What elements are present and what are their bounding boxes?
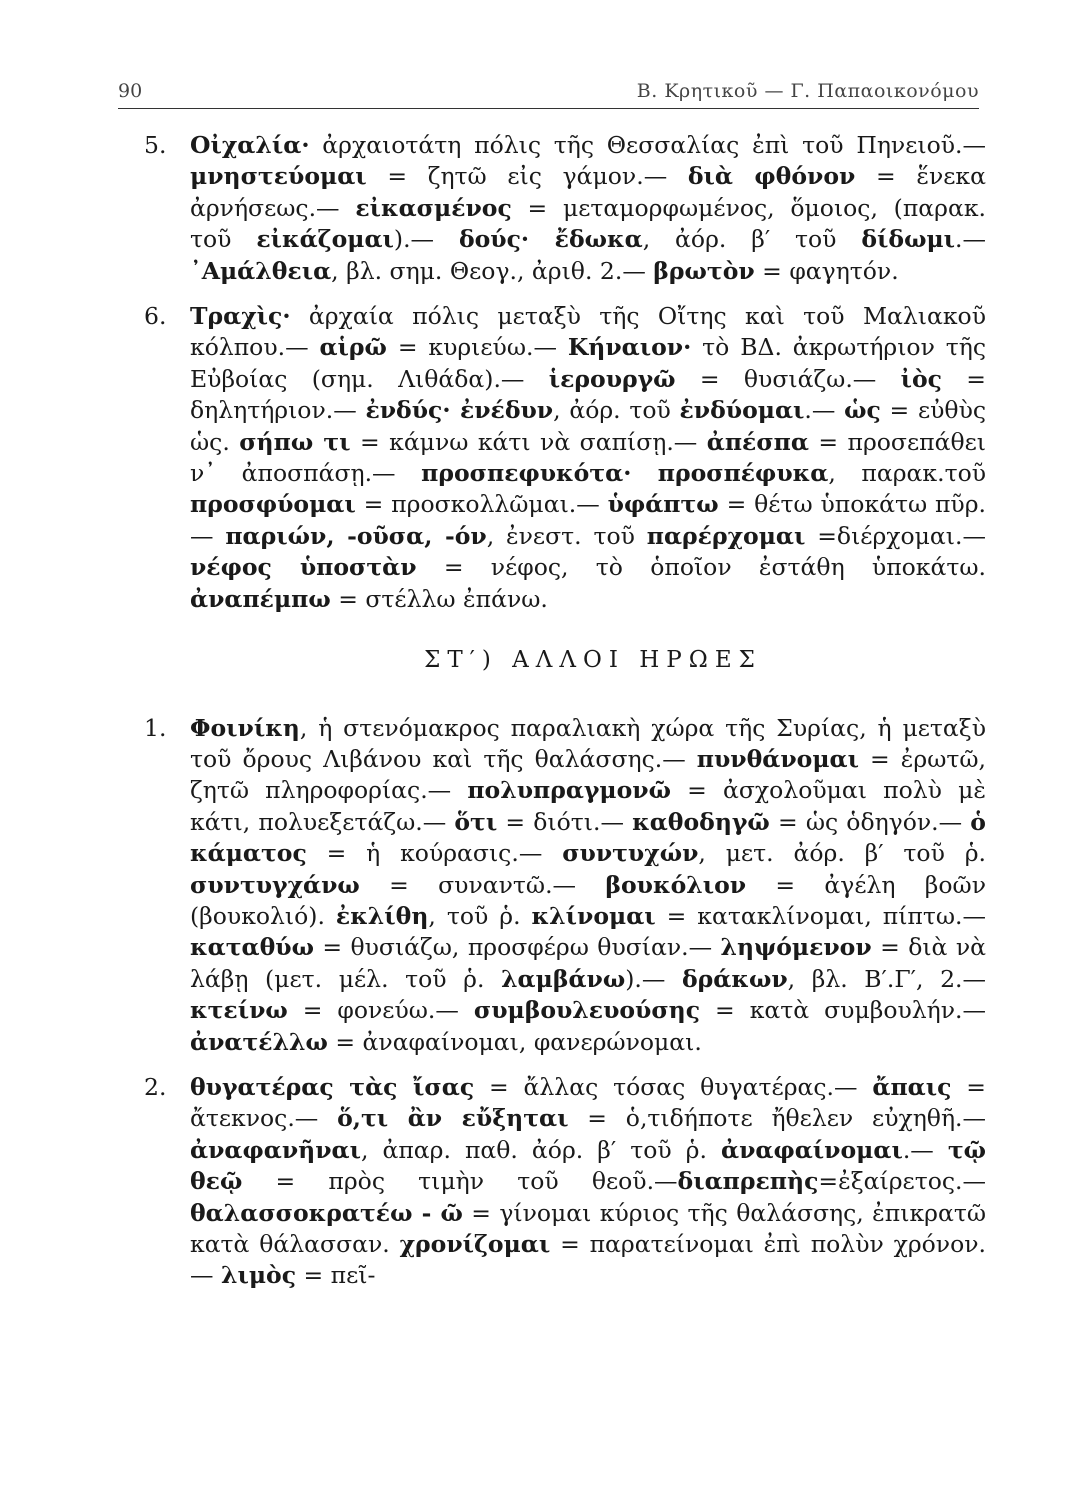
headword: θαλασσοκρατέω - ῶ (190, 1198, 463, 1227)
headword: ἐνδύομαι (679, 396, 805, 425)
gloss-text: = θυσιάζω, προσφέρω θυσίαν.— (313, 933, 721, 962)
headword: ὅ,τι ἂν εὔξηται (337, 1104, 569, 1133)
gloss-text: = ἀναφαίνομαι, φανερώνομαι. (327, 1027, 702, 1056)
gloss-text: = πρὸς τιμὴν τοῦ θεοῦ.— (242, 1167, 678, 1196)
headword: προσπεφυκότα· προσπέφυκα (421, 459, 829, 488)
headword: χρονίζομαι (399, 1230, 551, 1258)
gloss-text: , μετ. ἀόρ. β′ τοῦ ῥ. (698, 839, 987, 868)
gloss-text: = πεῖ- (296, 1261, 376, 1290)
headword: νέφος ὑποστὰν (190, 553, 417, 582)
gloss-text: τὸ ΒΔ. ἀκρωτήριον τῆς Εὐβοίας (σημ. Λιθάδα).— (190, 333, 986, 393)
glossary-entry (144, 130, 986, 287)
gloss-text: .— (902, 1135, 948, 1164)
gloss-text: = ἄτεκνος.— (190, 1072, 986, 1133)
headword: καθοδηγῶ (632, 807, 770, 836)
gloss-text: , βλ. Β′.Γ′, 2.— (787, 964, 986, 993)
gloss-text: =ἐξαίρετος.— (818, 1167, 986, 1196)
headword: δίδωμι (861, 225, 956, 254)
headword: βρωτὸν (653, 256, 755, 285)
gloss-text: , ἀπαρ. παθ. ἀόρ. β′ τοῦ ῥ. (360, 1135, 721, 1164)
headword: ὡς (844, 396, 881, 425)
gloss-text: = ὁ,τιδήποτε ἤθελεν εὐχηθῆ.— (568, 1104, 987, 1133)
gloss-text: , ἀόρ. β′ τοῦ (642, 225, 862, 254)
headword: παριών, -οῦσα, -όν (225, 521, 487, 550)
gloss-text: ).— (625, 964, 682, 993)
gloss-text: , παρακ.τοῦ (828, 459, 986, 488)
page-header (118, 72, 979, 109)
headword: λαμβάνω (501, 964, 626, 993)
headword: συντυγχάνω (190, 870, 360, 899)
headword: ἀνατέλλω (190, 1027, 328, 1056)
headword: κτείνω (190, 996, 288, 1025)
gloss-text: = ἕνεκα ἀρνήσεως.— (190, 162, 986, 222)
gloss-text: = διὰ νὰ λάβῃ (μετ. μέλ. τοῦ ῥ. (190, 933, 986, 993)
headword: ἀπέσπα (706, 427, 809, 456)
gloss-text: = μεταμορφωμένος, ὅμοιος, (παρακ. τοῦ (190, 193, 986, 254)
gloss-text: = ἀσχολοῦμαι πολὺ μὲ κάτι, πολυεξετάζω.— (190, 776, 986, 836)
gloss-text: = προσκολλῶμαι.— (355, 490, 608, 519)
headword: μνηστεύομαι (190, 162, 367, 191)
headword: δούς· ἔδωκα (458, 225, 643, 254)
headword: Κήναιον· (567, 333, 692, 362)
gloss-text: = νέφος, τὸ ὁποῖον ἐστάθη ὑποκάτω. (416, 553, 986, 582)
entry-number: 5. (144, 131, 167, 159)
entries-after-section (144, 713, 987, 1292)
gloss-text: = ὡς ὁδηγόν.— (769, 807, 971, 836)
entry-number: 6. (144, 302, 167, 331)
page-number: 90 (118, 80, 143, 102)
gloss-text: = προσεπάθει ν᾿ ἀποσπάσῃ.— (190, 427, 986, 488)
gloss-text: = θυσιάζω.— (675, 364, 901, 393)
headword: ἀναφαίνομαι (720, 1135, 903, 1164)
headword: ὁ κάματος (190, 807, 986, 868)
headword: ἀναπέμπω (190, 584, 331, 613)
gloss-text: = κατὰ συμβουλήν.— (700, 996, 986, 1025)
headword: ἀναφανῆναι (190, 1135, 361, 1164)
gloss-text: = γίνομαι κύριος τῆς θαλάσσης, ἐπικρατῶ κατὰ θάλασσαν. (190, 1198, 986, 1258)
body-text (144, 130, 987, 1292)
gloss-text: , τοῦ ῥ. (428, 901, 532, 930)
headword: κλίνομαι (531, 901, 656, 930)
gloss-text: = στέλλω ἐπάνω. (330, 584, 548, 613)
headword: ἱερουργῶ (548, 364, 676, 393)
gloss-text: = φαγητόν. (754, 256, 899, 285)
glossary-entry (144, 713, 987, 1058)
gloss-text: = δηλητήριον.— (190, 364, 986, 425)
headword: σήπω τι (239, 427, 351, 456)
headword: ἰὸς (900, 364, 942, 393)
gloss-text: = κάμνω κάτι νὰ σαπίσῃ.— (350, 427, 707, 456)
entries-before-section (144, 130, 987, 615)
headword: εἰκάζομαι (256, 225, 394, 254)
headword: ἄπαις (872, 1072, 952, 1101)
gloss-text: = ἀγέλη βοῶν (βουκολιό). (190, 870, 986, 930)
headword: διὰ φθόνον (687, 162, 856, 191)
headword: πολυπραγμονῶ (467, 776, 671, 805)
gloss-text: .— (804, 396, 845, 425)
headword: λιμὸς (220, 1261, 297, 1290)
gloss-text: = ἄλλας τόσας θυγατέρας.— (474, 1072, 873, 1101)
headword: αἱρῶ (319, 333, 387, 362)
headword: συντυχών (562, 839, 699, 868)
headword: βουκόλιον (605, 870, 747, 899)
headword: θυγατέρας τὰς ἴσας (190, 1072, 475, 1101)
gloss-text: =διέρχομαι.— (805, 521, 986, 550)
gloss-text: = κυριεύω.— (386, 333, 568, 362)
glossary-entry (144, 1072, 987, 1292)
gloss-text: , βλ. σημ. Θεογ., ἀριθ. 2.— (331, 256, 654, 285)
gloss-text: ).— (393, 225, 459, 254)
running-title: Β. Κρητικοῦ — Γ. Παπαοικονόμου (636, 80, 979, 102)
headword: ληψόμενον (720, 933, 872, 962)
gloss-text: = συναντῶ.— (359, 870, 606, 899)
headword: Τραχὶς· (190, 302, 291, 331)
section-title: ΣΤ′) ΑΛΛΟΙ ΗΡΩΕΣ (424, 647, 762, 674)
gloss-text: = διότι.— (497, 807, 633, 836)
headword: παρέρχομαι (646, 521, 806, 550)
gloss-text: = ζητῶ εἰς γάμον.— (366, 162, 688, 191)
headword: Οἰχαλία· (190, 131, 310, 159)
gloss-text: = παρατείνομαι ἐπὶ πολὺν χρόνον.— (190, 1230, 986, 1290)
gloss-text: , ἡ στενόμακρος παραλιακὴ χώρα τῆς Συρίας, ἡ μεταξὺ τοῦ ὄρους Λιβάνου καὶ τῆς θαλάσσης.— (190, 713, 986, 773)
headword: καταθύω (190, 933, 314, 962)
entry-number: 2. (144, 1072, 167, 1101)
headword: ᾿Αμάλθεια (190, 256, 332, 285)
gloss-text: = εὐθὺς ὡς. (190, 396, 987, 456)
headword: ὅτι (454, 807, 498, 836)
headword: τῷ θεῷ (190, 1135, 986, 1196)
headword: συμβουλευούσης (473, 996, 701, 1025)
gloss-text: = κατακλίνομαι, πίπτω.— (655, 901, 986, 930)
gloss-text: ἀρχαιοτάτη πόλις τῆς Θεσσαλίας ἐπὶ τοῦ Πηνειοῦ.— (309, 131, 986, 159)
gloss-text: = ἡ κούρασις.— (306, 839, 563, 868)
headword: πυνθάνομαι (696, 744, 859, 773)
headword: ἐκλίθη (335, 901, 429, 930)
headword: ἐνδύς· ἐνέδυν (365, 396, 554, 425)
gloss-text: .— (955, 225, 986, 254)
gloss-text: , ἀόρ. τοῦ (553, 396, 680, 425)
gloss-text: = ἐρωτῶ, ζητῶ πληροφορίας.— (190, 744, 987, 805)
headword: διαπρεπὴς (677, 1167, 819, 1196)
gloss-text: = θέτω ὑποκάτω πῦρ.— (190, 490, 987, 550)
glossary-entry (144, 301, 987, 615)
gloss-text: = φονεύω.— (287, 996, 474, 1025)
headword: προσφύομαι (190, 490, 356, 519)
gloss-text: ἀρχαία πόλις μεταξὺ τῆς Οἴτης καὶ τοῦ Μαλιακοῦ κόλπου.— (190, 302, 986, 362)
gloss-text: , ἐνεστ. τοῦ (486, 521, 647, 550)
headword: εἰκασμένος (355, 193, 512, 222)
headword: Φοινίκη (190, 713, 300, 742)
headword: δράκων (681, 964, 788, 993)
entry-number: 1. (144, 713, 167, 742)
headword: ὑφάπτω (607, 490, 719, 519)
